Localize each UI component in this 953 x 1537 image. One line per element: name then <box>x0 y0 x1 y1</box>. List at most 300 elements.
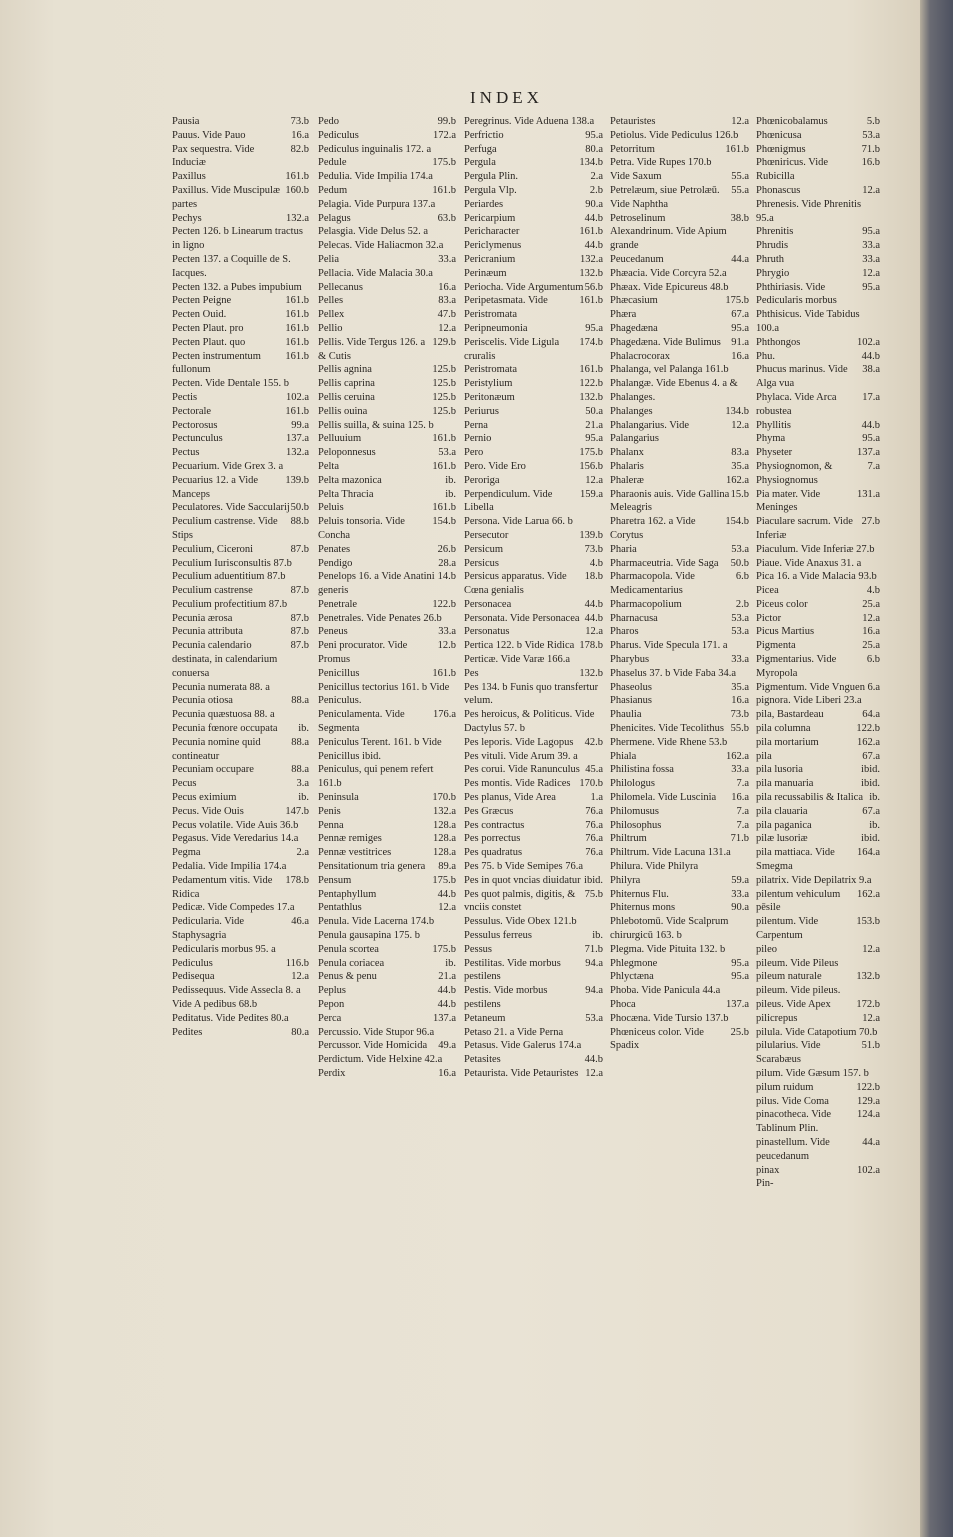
entry-page-ref: 12.b <box>437 640 456 652</box>
index-entry <box>464 708 603 736</box>
entry-page-ref: 161.b <box>285 336 309 348</box>
index-entry <box>756 984 880 998</box>
index-entry <box>610 846 749 860</box>
entry-term: Pecuarius 12. a Vide Manceps <box>172 474 259 500</box>
entry-term: Peristromata <box>464 364 518 376</box>
index-entry <box>610 653 749 667</box>
index-entry <box>610 184 749 212</box>
entry-term: pileus. Vide Apex <box>756 999 831 1010</box>
entry-page-ref: 27.b <box>861 516 880 528</box>
index-entry <box>756 722 880 736</box>
entry-term: Periurus <box>464 405 499 417</box>
entry-term: Petauristes <box>610 116 656 127</box>
entry-term: Periardes <box>464 198 504 210</box>
entry-page-ref: 161.b <box>432 502 456 514</box>
entry-term: Phalangæ. Vide Ebenus 4. a & Phalanges. <box>610 378 738 403</box>
entry-term: Pergula Vlp. <box>464 184 517 196</box>
entry-term: pilum ruidum <box>756 1081 814 1093</box>
entry-page-ref: 12.a <box>862 267 880 279</box>
entry-term: Phruth <box>756 253 785 265</box>
entry-term: Phenicites. Vide Tecolithus <box>610 723 725 735</box>
entry-page-ref: 88.a <box>291 764 309 776</box>
index-entry <box>464 239 603 253</box>
entry-term: Pellio <box>318 322 343 334</box>
entry-term: Phalangarius. Vide Palangarius <box>610 419 690 445</box>
index-entry <box>172 419 309 433</box>
entry-term: Phoca <box>610 999 636 1010</box>
entry-page-ref: 53.a <box>731 626 749 638</box>
index-entry <box>464 1012 603 1026</box>
entry-term: Petiolus. Vide Pediculus 126.b <box>610 129 739 141</box>
entry-term: pila mattiaca. Vide Smegma <box>756 847 835 873</box>
entry-page-ref: 139.b <box>579 529 603 541</box>
entry-term: Pertica 122. b Vide Ridica <box>464 640 575 652</box>
index-entry <box>610 819 749 833</box>
index-entry <box>318 377 456 391</box>
entry-term: Peniculus, qui penem refert 161.b <box>318 764 434 790</box>
entry-page-ref: 128.a <box>432 819 456 831</box>
index-entry <box>172 763 309 777</box>
index-entry <box>318 170 456 184</box>
index-entry <box>464 1039 603 1053</box>
entry-page-ref: 50.b <box>290 502 309 514</box>
entry-page-ref: 33.a <box>731 764 749 776</box>
entry-page-ref: 16.a <box>862 626 880 638</box>
entry-term: Phylaca. Vide Arca robustea <box>756 391 837 417</box>
index-entry <box>464 212 603 226</box>
entry-page-ref: 33.a <box>438 253 456 265</box>
entry-page-ref: 161.b <box>432 184 456 196</box>
entry-term: Phrudis <box>756 240 789 252</box>
entry-term: Persecutor <box>464 529 509 541</box>
index-entry <box>318 253 456 267</box>
entry-term: Pecten 126. b Linearum tractus in ligno <box>172 226 303 252</box>
entry-term: Pediculus inguinalis 172. a <box>318 143 432 155</box>
index-entry <box>756 156 880 184</box>
index-entry <box>172 819 309 833</box>
index-entry <box>318 970 456 984</box>
entry-term: pilularius. Vide Scarabæus <box>756 1040 821 1066</box>
index-entry <box>756 570 880 584</box>
entry-term: Pictor <box>756 612 782 624</box>
index-entry <box>172 1012 309 1026</box>
entry-term: Philistina fossa <box>610 764 674 776</box>
index-entry <box>610 736 749 750</box>
entry-page-ref: 90.a <box>585 198 603 210</box>
index-entry <box>464 294 603 322</box>
entry-term: Phœnigmus <box>756 143 806 155</box>
index-entry <box>464 529 603 543</box>
entry-page-ref: 53.a <box>731 543 749 555</box>
entry-page-ref: 162.a <box>856 736 880 748</box>
index-entry <box>610 667 749 681</box>
entry-term: Pes corui. Vide Ranunculus <box>464 764 580 776</box>
entry-page-ref: 44.b <box>584 212 603 224</box>
entry-page-ref: 7.a <box>736 819 749 831</box>
entry-page-ref: 87.b <box>290 543 309 555</box>
entry-page-ref: 75.b <box>584 888 603 900</box>
index-entry <box>610 805 749 819</box>
entry-page-ref: 46.a <box>291 916 309 928</box>
index-entry <box>172 143 309 171</box>
index-entry <box>318 432 456 446</box>
index-entry <box>464 653 603 667</box>
index-entry <box>318 791 456 805</box>
entry-page-ref: 4.b <box>589 557 603 569</box>
entry-term: Pigmentum. Vide Vnguen <box>756 681 865 693</box>
entry-page-ref: 161.b <box>579 364 603 376</box>
entry-term: Pecus <box>172 778 197 790</box>
entry-page-ref: 47.b <box>437 309 456 321</box>
index-entry <box>610 170 749 184</box>
entry-page-ref: 33.a <box>862 253 880 265</box>
index-entry <box>172 446 309 460</box>
entry-term: Pelluuium <box>318 433 362 445</box>
index-column-5 <box>756 115 880 1191</box>
entry-page-ref: 21.a <box>438 971 456 983</box>
entry-term: Phrygio <box>756 267 790 279</box>
entry-term: pila columna <box>756 723 811 735</box>
index-entry <box>318 639 456 667</box>
index-entry <box>756 1164 880 1178</box>
entry-page-ref: 132.b <box>579 267 603 279</box>
entry-term: Peneus <box>318 626 348 638</box>
index-entry <box>172 639 309 680</box>
entry-term: pila recussabilis & Italica <box>756 792 864 804</box>
entry-term: Pentathlus <box>318 902 362 914</box>
entry-page-ref: 95.a <box>862 226 880 238</box>
index-entry <box>464 570 603 598</box>
entry-page-ref: 161.b <box>285 322 309 334</box>
index-entry <box>610 363 749 377</box>
entry-page-ref: ibid. <box>861 833 880 845</box>
entry-term: Phlyctæna <box>610 971 654 983</box>
entry-term: Philosophus <box>610 819 662 831</box>
entry-page-ref: 44.b <box>584 1054 603 1066</box>
entry-term: Pecunia otiosa <box>172 695 233 707</box>
entry-page-ref: 7.a <box>736 778 749 790</box>
index-entry <box>610 1012 749 1026</box>
entry-page-ref: 7.a <box>867 460 880 472</box>
entry-page-ref: 16.a <box>731 350 749 362</box>
index-entry <box>610 267 749 281</box>
entry-page-ref: 129.a <box>856 1095 880 1107</box>
index-entry <box>318 819 456 833</box>
index-entry <box>756 653 880 681</box>
entry-term: Pes heroicus, & Politicus. Vide Dactylus 57. b <box>464 709 595 735</box>
entry-page-ref: 44.a <box>731 253 749 265</box>
index-entry <box>756 736 880 750</box>
index-entry <box>464 460 603 474</box>
entry-term: Pecunia nomine quid contineatur <box>172 736 261 762</box>
entry-term: Pergula Plin. <box>464 171 519 183</box>
entry-page-ref: 128.a <box>432 833 456 845</box>
index-column-2 <box>318 115 456 1081</box>
entry-page-ref: 161.b <box>285 350 309 362</box>
entry-term: Picus Martius <box>756 626 815 638</box>
entry-page-ref: 59.a <box>731 874 749 886</box>
entry-page-ref: 162.a <box>725 750 749 762</box>
entry-page-ref: 12.a <box>731 116 749 127</box>
entry-page-ref: 102.a <box>856 336 880 348</box>
entry-term: Phocæna. Vide Tursio 137.b <box>610 1012 729 1024</box>
index-entry <box>756 805 880 819</box>
entry-term: Perca <box>318 1012 342 1024</box>
entry-page-ref: 67.a <box>731 309 749 321</box>
index-entry <box>610 543 749 557</box>
entry-page-ref: 2.a <box>590 171 603 183</box>
index-entry <box>464 419 603 433</box>
entry-term: Perfuga <box>464 143 497 155</box>
index-entry <box>172 943 309 957</box>
entry-term: Paxillus. Vide Muscipulæ partes <box>172 184 280 210</box>
entry-term: Pectis <box>172 391 198 403</box>
entry-term: Perinæum <box>464 267 507 279</box>
index-entry <box>610 1026 749 1054</box>
entry-page-ref: 16.a <box>731 792 749 804</box>
index-entry <box>610 143 749 157</box>
entry-page-ref: 164.a <box>856 847 880 859</box>
entry-term: Pegma <box>172 847 201 859</box>
index-entry <box>756 239 880 253</box>
entry-page-ref: 125.b <box>432 391 456 403</box>
index-entry <box>756 874 880 888</box>
index-entry <box>610 419 749 447</box>
entry-page-ref: 122.b <box>856 723 880 735</box>
entry-term: Pes in quot vncias diuidatur <box>464 874 581 886</box>
index-entry <box>610 998 749 1012</box>
entry-term: Periocha. Vide Argumentum <box>464 281 584 293</box>
index-entry <box>610 791 749 805</box>
entry-page-ref: 134.b <box>725 405 749 417</box>
index-entry <box>464 625 603 639</box>
entry-term: Peroriga <box>464 474 500 486</box>
entry-page-ref: ib. <box>445 957 456 969</box>
entry-page-ref: 44.b <box>861 419 880 431</box>
index-entry <box>610 681 749 695</box>
index-entry <box>172 598 309 612</box>
entry-page-ref: 35.a <box>731 460 749 472</box>
entry-page-ref: 95.a <box>862 433 880 445</box>
entry-page-ref: ib. <box>592 930 603 942</box>
index-entry <box>318 846 456 860</box>
entry-term: Pelta <box>318 460 339 472</box>
entry-page-ref: 95.a <box>862 281 880 293</box>
index-entry <box>318 419 456 433</box>
entry-term: Vide Saxum <box>610 171 662 183</box>
entry-term: Piaculare sacrum. Vide Inferiæ <box>756 516 853 541</box>
index-entry <box>464 115 603 129</box>
index-entry <box>756 432 880 446</box>
entry-page-ref: 95.a <box>731 971 749 983</box>
index-entry <box>756 363 880 391</box>
entry-term: Pes quot palmis, digitis, & vnciis constet <box>464 888 576 914</box>
index-entry <box>464 832 603 846</box>
entry-page-ref: 67.a <box>862 805 880 817</box>
index-entry <box>172 901 309 915</box>
index-entry <box>610 901 749 915</box>
entry-page-ref: 90.a <box>731 902 749 914</box>
entry-term: pilus. Vide Coma <box>756 1095 829 1107</box>
entry-term: Physeter <box>756 447 793 459</box>
index-entry <box>464 225 603 239</box>
entry-term: Paxillus <box>172 171 206 183</box>
index-entry <box>172 722 309 736</box>
entry-term: Pericarpium <box>464 212 516 224</box>
entry-term: Pecten 132. a Pubes impubium <box>172 281 302 293</box>
index-entry <box>172 212 309 226</box>
entry-page-ref: 132.a <box>285 447 309 459</box>
entry-term: Pellacia. Vide Malacia 30.a <box>318 267 433 279</box>
entry-page-ref: 153.b <box>856 916 880 928</box>
index-entry <box>464 170 603 184</box>
entry-term: Pedule <box>318 157 347 169</box>
entry-term: Pectus <box>172 447 200 459</box>
entry-term: Pecten Plaut. quo <box>172 336 246 348</box>
entry-term: pila lusoria <box>756 764 803 776</box>
index-entry <box>172 915 309 943</box>
entry-term: Peculium profectitium 87.b <box>172 598 288 610</box>
entry-page-ref: 67.a <box>862 750 880 762</box>
entry-page-ref: 25.a <box>862 598 880 610</box>
entry-term: Philtrum <box>610 833 647 845</box>
index-entry <box>756 115 880 129</box>
entry-term: Persicus apparatus. Vide Cœna genialis <box>464 571 567 597</box>
index-entry <box>610 915 749 943</box>
index-entry <box>464 791 603 805</box>
entry-term: Pellis caprina <box>318 378 375 390</box>
index-entry <box>756 515 880 543</box>
entry-term: Pharos <box>610 626 639 638</box>
entry-page-ref: 162.a <box>856 888 880 900</box>
entry-term: Pedissequus. Vide Assecla 8. a Vide A pedibus 68.b <box>172 985 301 1010</box>
index-entry <box>756 1081 880 1095</box>
entry-term: Pernio <box>464 433 492 445</box>
entry-term: Peculium aduentitium 87.b <box>172 571 286 583</box>
entry-term: Phœnicusa <box>756 129 802 141</box>
entry-term: pila paganica <box>756 819 812 831</box>
entry-page-ref: 88.a <box>291 736 309 748</box>
index-column-1 <box>172 115 309 1039</box>
entry-term: Pes planus, Vide Area <box>464 792 556 804</box>
index-entry <box>172 570 309 584</box>
index-entry <box>318 212 456 226</box>
entry-page-ref: 7.a <box>736 805 749 817</box>
index-entry <box>464 819 603 833</box>
index-entry <box>464 598 603 612</box>
entry-term: pilum. Vide Gæsum 157. b <box>756 1067 869 1079</box>
index-entry <box>172 984 309 1012</box>
entry-page-ref: 44.b <box>437 888 456 900</box>
entry-term: Pechys <box>172 212 202 224</box>
entry-page-ref: 170.b <box>432 792 456 804</box>
entry-term: Peni procurator. Vide Promus <box>318 640 408 666</box>
entry-term: Peculium castrense <box>172 585 253 597</box>
entry-page-ref: 131.a <box>856 488 880 500</box>
entry-page-ref: ib. <box>298 723 309 735</box>
entry-page-ref: 35.a <box>731 681 749 693</box>
entry-term: Peristylium <box>464 378 513 390</box>
index-entry <box>610 308 749 322</box>
index-entry <box>610 515 749 543</box>
entry-term: Phalaris <box>610 460 644 472</box>
entry-page-ref: 12.a <box>438 322 456 334</box>
entry-page-ref: 161.b <box>579 226 603 238</box>
entry-page-ref: 45.a <box>585 764 603 776</box>
index-entry <box>610 888 749 902</box>
entry-page-ref: 6.b <box>866 654 880 666</box>
index-entry <box>464 474 603 488</box>
entry-term: Pharaonis auis. Vide Gallina Meleagris <box>610 488 730 514</box>
entry-page-ref: 76.a <box>585 847 603 859</box>
entry-term: Pigmenta <box>756 640 796 652</box>
index-entry <box>318 198 456 212</box>
index-entry <box>756 970 880 984</box>
entry-term: Pes 75. b Vide Semipes 76.a <box>464 861 584 873</box>
index-entry <box>756 763 880 777</box>
entry-page-ref: 178.b <box>579 640 603 652</box>
index-entry <box>172 377 309 391</box>
entry-term: Pharmacopola. Vide Medicamentarius <box>610 571 695 597</box>
index-entry <box>464 750 603 764</box>
entry-page-ref: 83.a <box>731 447 749 459</box>
entry-term: Peculium Iurisconsultis 87.b <box>172 557 292 569</box>
entry-term: Pedulia. Vide Impilia 174.a <box>318 171 433 183</box>
index-entry <box>464 667 603 681</box>
entry-term: Pero. Vide Ero <box>464 460 526 472</box>
entry-page-ref: 175.b <box>432 157 456 169</box>
entry-page-ref: 87.b <box>290 585 309 597</box>
index-entry <box>610 129 749 143</box>
entry-term: Phucus marinus. Vide Alga vua <box>756 364 848 390</box>
entry-page-ref: 2.b <box>589 184 603 196</box>
index-entry <box>318 860 456 874</box>
index-entry <box>318 391 456 405</box>
entry-term: Pensitationum tria genera <box>318 861 426 873</box>
entry-term: Personacea <box>464 598 512 610</box>
index-entry <box>464 1053 603 1067</box>
index-entry <box>756 998 880 1012</box>
index-entry <box>756 943 880 957</box>
entry-term: Petaso 21. a Vide Perna <box>464 1026 564 1038</box>
index-entry <box>756 419 880 433</box>
entry-page-ref: 12.a <box>585 474 603 486</box>
entry-term: pila <box>756 750 772 762</box>
entry-page-ref: 125.b <box>432 378 456 390</box>
index-entry <box>464 681 603 709</box>
entry-page-ref: 88.a <box>291 695 309 707</box>
entry-page-ref: 161.b <box>432 460 456 472</box>
index-entry <box>610 970 749 984</box>
entry-term: Phthiriasis. Vide Pedicularis morbus <box>756 281 837 307</box>
entry-term: Picea <box>756 585 779 597</box>
index-entry <box>172 515 309 543</box>
entry-term: Pecten 137. a Coquille de S. Iacques. <box>172 253 291 279</box>
entry-term: Pelecas. Vide Haliacmon 32.a <box>318 240 444 252</box>
index-entry <box>318 557 456 571</box>
entry-term: Pecten instrumentum fullonum <box>172 350 261 376</box>
index-entry <box>464 915 603 929</box>
entry-term: Perfrictio <box>464 129 504 141</box>
index-entry <box>464 377 603 391</box>
index-entry <box>756 184 880 198</box>
index-entry <box>464 888 603 916</box>
entry-page-ref: 134.b <box>579 157 603 169</box>
entry-term: Penula. Vide Lacerna 174.b <box>318 916 435 928</box>
entry-term: Phaulia <box>610 709 642 721</box>
entry-term: Penates <box>318 543 351 555</box>
entry-term: Phæacia. Vide Corcyra 52.a <box>610 267 727 279</box>
